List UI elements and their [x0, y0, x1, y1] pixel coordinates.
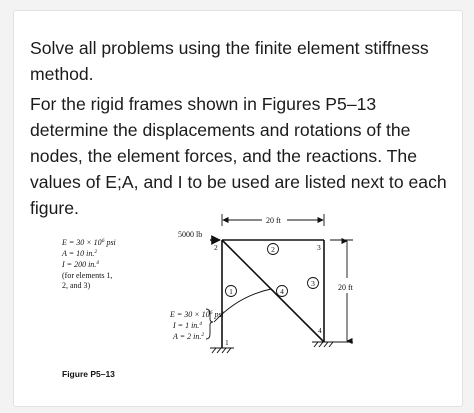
- svg-text:A = 2 in.2: A = 2 in.$^2$: [173, 332, 205, 341]
- width-dim-label: 20 ft: [266, 216, 281, 225]
- height-dim-label: 20 ft: [338, 283, 353, 292]
- svg-text:I = 200 in.4: I = 200 in.$^4$: [62, 260, 100, 269]
- props-element-4: [169, 309, 224, 341]
- element-label-3: 3: [311, 279, 315, 288]
- prop-E-text: E = 30 × 10: [62, 238, 102, 247]
- element-label-1: 1: [229, 287, 233, 296]
- node-label-1: 1: [225, 338, 229, 347]
- prop-I-text: I = 200 in.: [62, 260, 97, 269]
- el4-A-text: A = 2 in.: [173, 332, 202, 341]
- node-label-2: 2: [214, 243, 218, 252]
- el4-E-text: E = 30 × 10: [170, 310, 210, 319]
- instruction-line-1: Solve all problems using the finite element stiffness method.: [30, 38, 429, 84]
- svg-text:A = 10 in.2: A = 10 in.$^2$: [62, 249, 98, 258]
- support-node-4: [312, 342, 336, 347]
- prop-note-2: 2, and 3): [62, 281, 91, 290]
- element-label-4: 4: [280, 287, 284, 296]
- prop-note-1: (for elements 1,: [62, 271, 113, 280]
- figure-caption: Figure P5–13: [62, 369, 115, 379]
- instruction-line-2: For the rigid frames shown in Figures P5–13 determine the displacements and rotations of the nodes, the element forces, and the reactions. The values of E;A, and I to be used are listed next to each figure.: [30, 94, 447, 218]
- props-elements-1-3: [61, 238, 116, 290]
- node-label-3: 3: [317, 243, 321, 252]
- svg-text:E = 30 × 106 psi: $E = 30 \times 10^6$ psi: [62, 238, 116, 247]
- svg-text:I = 1 in.4: I = 1 in.$^4$: [173, 321, 203, 330]
- support-node-1: [210, 348, 234, 353]
- node-label-4: 4: [318, 326, 322, 335]
- svg-text:E = 30 × 106 psi: $E = 30 \times 10^6$ psi: [170, 310, 224, 319]
- prop-A-text: A = 10 in.: [62, 249, 95, 258]
- el4-I-text: I = 1 in.: [173, 321, 200, 330]
- element-4-diagonal: [222, 240, 324, 342]
- load-label: 5000 lb: [178, 230, 203, 239]
- element-label-2: 2: [271, 245, 275, 254]
